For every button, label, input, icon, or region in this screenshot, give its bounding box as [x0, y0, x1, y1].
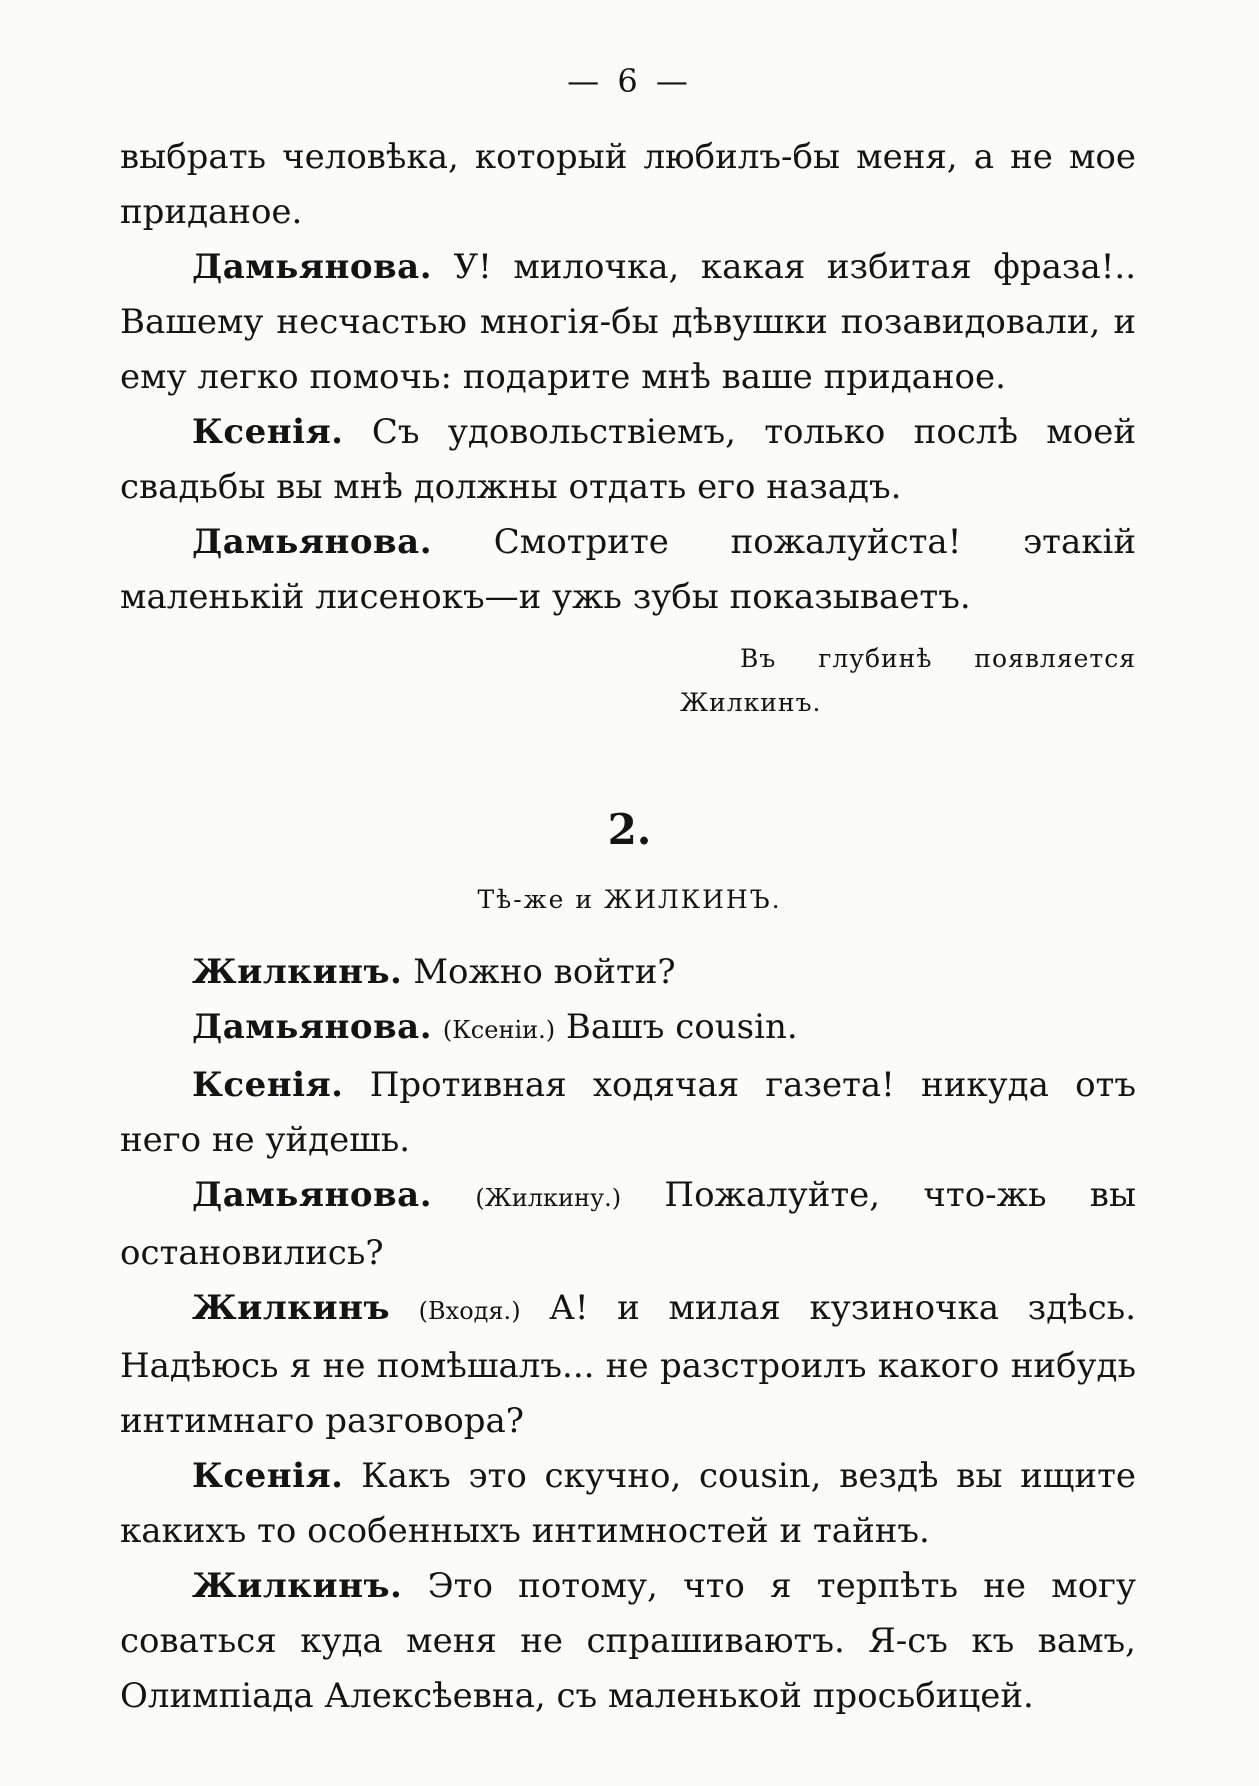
dialogue-line — [120, 1449, 1136, 1559]
line-text: У! милочка, какая избитая фраза!.. Вашему несчастью многія-бы дѣвушки позавидовали, и ему легко помочь: подарите мнѣ ваше приданое. — [120, 247, 1136, 397]
stage-note: (Жилкину.) — [475, 1184, 622, 1212]
dialogue-line — [120, 945, 1136, 1000]
speaker-name: Ксенія. — [192, 1456, 344, 1496]
line-text: Противная ходячая газета! никуда отъ него не уйдешь. — [120, 1065, 1136, 1160]
scene-number: 2. — [607, 805, 652, 854]
stage-direction: Въ глубинѣ появляется Жилкинъ. — [680, 644, 1136, 717]
dialogue-line — [120, 515, 1136, 625]
dialogue-line — [120, 1058, 1136, 1168]
dialogue-line — [120, 1281, 1136, 1449]
scene-cast: Тѣ-же и ЖИЛКИНЪ. — [477, 885, 782, 914]
line-text: Съ удовольствіемъ, только послѣ моей свадьбы вы мнѣ должны отдать его назадъ. — [120, 412, 1137, 507]
line-text: Вашъ cousin. — [565, 1007, 798, 1047]
speaker-name: Дамьянова. — [192, 1007, 433, 1047]
speaker-name: Дамьянова. — [192, 247, 433, 287]
dialogue-line — [120, 1000, 1136, 1058]
dialogue-line — [120, 405, 1136, 515]
dialogue-line — [120, 240, 1136, 405]
dialogue-block-2 — [120, 945, 1136, 1724]
stage-note: (Ксеніи.) — [442, 1016, 556, 1044]
speaker-name: Ксенія. — [192, 1065, 344, 1105]
line-text: Смотрите пожалуйста! этакій маленькій лисенокъ—и ужь зубы показываетъ. — [120, 522, 1136, 617]
stage-note: (Входя.) — [418, 1297, 521, 1325]
dialogue-line — [120, 1559, 1136, 1724]
speaker-name: Жилкинъ. — [192, 1566, 403, 1606]
page-number: — 6 — — [567, 62, 692, 100]
line-text: А! и милая кузиночка здѣсь. Надѣюсь я не помѣшалъ... не разстроилъ какого нибудь интимнаго разговора? — [120, 1288, 1136, 1441]
dialogue-line — [120, 1168, 1136, 1281]
line-text: Пожалуйте, что-жь вы остановились? — [120, 1175, 1136, 1273]
speaker-name: Дамьянова. — [192, 522, 433, 562]
speaker-name: Ксенія. — [192, 412, 344, 452]
line-text: Можно войти? — [413, 952, 676, 992]
paragraph-continuation: выбрать человѣка, который любилъ-бы меня, а не мое приданое. — [120, 137, 1136, 232]
dialogue-block-1 — [120, 130, 1136, 725]
line-text: Это потому, что я терпѣть не могу соваться куда меня не спрашиваютъ. Я-съ къ вамъ, Олимпіада Алексѣевна, съ маленькой просьбицей. — [120, 1566, 1136, 1716]
speaker-name: Жилкинъ — [192, 1288, 391, 1328]
speaker-name: Дамьянова. — [192, 1175, 433, 1215]
line-text: Какъ это скучно, cousin, вездѣ вы ищите какихъ то особенныхъ интимностей и тайнъ. — [120, 1456, 1136, 1551]
speaker-name: Жилкинъ. — [192, 952, 403, 992]
